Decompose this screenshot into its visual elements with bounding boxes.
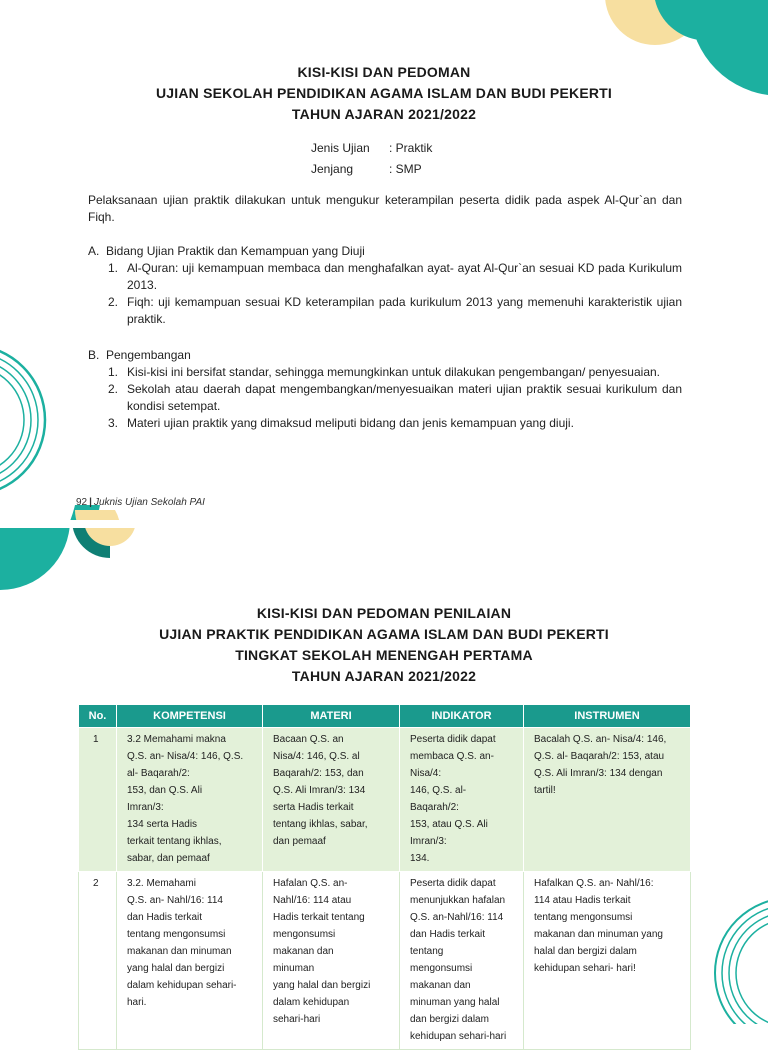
list-item	[88, 364, 682, 381]
cell-line: Q.S. al- Baqarah/2: 153, atau	[534, 751, 665, 762]
cell-line: Imran/3:	[410, 836, 447, 847]
cell-line: tentang mengonsumsi	[534, 912, 633, 923]
cell-line: minuman yang halal	[410, 997, 500, 1008]
cell-line: tartil!	[534, 785, 556, 796]
cell-instrumen	[524, 728, 691, 872]
section-heading	[88, 243, 682, 260]
cell-line: dan bergizi dalam	[410, 1014, 489, 1025]
cell-line: 3.2 Memahami makna	[127, 734, 226, 745]
cell-line: mengonsumsi	[410, 963, 473, 974]
item-text: Kisi-kisi ini bersifat standar, sehingga memungkinkan untuk dilakukan pengembangan/ penyesuaian.	[127, 365, 660, 379]
table-row	[79, 872, 691, 1050]
cell-line: mengonsumsi	[273, 929, 336, 940]
title-line: UJIAN SEKOLAH PENDIDIKAN AGAMA ISLAM DAN BUDI PEKERTI	[155, 85, 613, 101]
cell-line: Nisa/4:	[410, 768, 442, 779]
item-text: Materi ujian praktik yang dimaksud meliputi bidang dan jenis kemampuan yang diuji.	[127, 416, 574, 430]
cell-line: 134.	[410, 853, 430, 864]
meta-row	[311, 138, 432, 159]
title-line: KISI-KISI DAN PEDOMAN PENILAIAN	[256, 605, 512, 621]
cell-line: Q.S. an- Nisa/4: 146, Q.S.	[127, 751, 244, 762]
item-number: 2.	[108, 382, 119, 396]
cell-indikator	[400, 728, 524, 872]
cell-kompetensi	[117, 728, 263, 872]
cell-line: menunjukkan hafalan	[410, 895, 506, 906]
cell-line: tentang	[410, 946, 444, 957]
cell-materi	[263, 728, 400, 872]
cell-kompetensi	[117, 872, 263, 1050]
cell-line: terkait tentang ikhlas,	[127, 836, 222, 847]
cell-line: makanan dan	[410, 980, 471, 991]
cell-line: dan Hadis terkait	[410, 929, 486, 940]
cell-line: Peserta didik dapat	[410, 734, 496, 745]
meta-key: Jenis Ujian	[311, 141, 370, 155]
cell-line: membaca Q.S. an-	[410, 751, 494, 762]
cell-line: dan Hadis terkait	[127, 912, 203, 923]
cell-line: 153, atau Q.S. Ali	[410, 819, 488, 830]
title-line: TAHUN AJARAN 2021/2022	[291, 106, 477, 122]
column-header: MATERI	[263, 705, 400, 728]
cell-line: Baqarah/2: 153, dan	[273, 768, 364, 779]
cell-line: 153, dan Q.S. Ali	[127, 785, 203, 796]
cell-line: Hadis terkait tentang	[273, 912, 365, 923]
table-row	[79, 728, 691, 872]
column-header: INSTRUMEN	[524, 705, 691, 728]
title-line: KISI-KISI DAN PEDOMAN	[297, 64, 471, 80]
cell-line: dalam kehidupan	[273, 997, 350, 1008]
cell-line: yang halal dan bergizi	[273, 980, 371, 991]
section-heading	[88, 347, 682, 364]
meta-row	[311, 159, 432, 180]
cell-line: makanan dan minuman	[127, 946, 232, 957]
cell-line: sabar, dan pemaaf	[127, 853, 210, 864]
document-title	[0, 62, 768, 125]
cell-line: Q.S. an-Nahl/16: 114	[410, 912, 504, 923]
cell-no: 1	[79, 728, 117, 872]
footer-text: Juknis Ujian Sekolah PAI	[93, 497, 205, 508]
cell-line: Nahl/16: 114 atau	[273, 895, 352, 906]
cell-materi	[263, 872, 400, 1050]
cell-line: Hafalkan Q.S. an- Nahl/16:	[534, 878, 654, 889]
cell-line: Q.S. Ali Imran/3: 134	[273, 785, 366, 796]
list-item	[88, 260, 682, 294]
cell-line: Q.S. Ali Imran/3: 134 dengan	[534, 768, 663, 779]
cell-line: Bacalah Q.S. an- Nisa/4: 146,	[534, 734, 667, 745]
cell-line: al- Baqarah/2:	[127, 768, 190, 779]
cell-line: Bacaan Q.S. an	[273, 734, 344, 745]
cell-line: makanan dan	[273, 946, 334, 957]
section-letter: B.	[88, 348, 100, 362]
cell-line: tentang mengonsumsi	[127, 929, 226, 940]
list-item	[88, 415, 682, 432]
section-title: Bidang Ujian Praktik dan Kemampuan yang Diuji	[106, 244, 365, 258]
intro-paragraph: Pelaksanaan ujian praktik dilakukan untuk mengukur keterampilan peserta didik pada aspek Al-Qur`an dan Fiqh.	[88, 193, 682, 224]
cell-no: 2	[79, 872, 117, 1050]
list-item	[88, 381, 682, 415]
cell-line: sehari-hari	[273, 1014, 321, 1025]
cell-line: Imran/3:	[127, 802, 164, 813]
section-title: Pengembangan	[106, 348, 191, 362]
meta-value: : Praktik	[389, 141, 433, 155]
section-a	[88, 243, 682, 328]
item-text: Fiqh: uji kemampuan sesuai KD keterampilan pada kurikulum 2013 yang memenuhi karakteristik ujian praktik.	[127, 295, 682, 326]
item-number: 2.	[108, 295, 119, 309]
cell-line: dalam kehidupan sehari-	[127, 980, 237, 991]
cell-line: 114 atau Hadis terkait	[534, 895, 631, 906]
meta-value: : SMP	[389, 162, 422, 176]
cell-line: Baqarah/2:	[410, 802, 459, 813]
cell-line: Hafalan Q.S. an-	[273, 878, 348, 889]
cell-indikator	[400, 872, 524, 1050]
title-line: TINGKAT SEKOLAH MENENGAH PERTAMA	[235, 647, 533, 663]
cell-line: tentang ikhlas, sabar,	[273, 819, 368, 830]
item-text: Al-Quran: uji kemampuan membaca dan menghafalkan ayat- ayat Al-Qur`an sesuai KD pada Kurikulum 2013.	[127, 261, 682, 292]
title-line: TAHUN AJARAN 2021/2022	[291, 668, 477, 684]
item-number: 3.	[108, 416, 119, 430]
document-page-1	[0, 0, 768, 520]
item-number: 1.	[108, 365, 119, 379]
cell-line: kehidupan sehari- hari!	[534, 963, 636, 974]
cell-line: kehidupan sehari-hari	[410, 1031, 507, 1042]
cell-line: halal dan bergizi dalam	[534, 946, 637, 957]
page-gap	[0, 520, 768, 528]
cell-line: 3.2. Memahami	[127, 878, 196, 889]
column-header: KOMPETENSI	[117, 705, 263, 728]
cell-line: dan pemaaf	[273, 836, 326, 847]
page-number: 92	[76, 497, 88, 508]
cell-line: serta Hadis terkait	[273, 802, 354, 813]
cell-line: Nisa/4: 146, Q.S. al	[273, 751, 360, 762]
page-footer	[76, 497, 205, 508]
table-header-row	[79, 705, 691, 728]
exam-meta	[311, 138, 432, 180]
item-text: Sekolah atau daerah dapat mengembangkan/menyesuaikan materi ujian praktik sesuai kurikulum dan kondisi setempat.	[127, 382, 682, 413]
cell-line: hari.	[127, 997, 147, 1008]
document-title	[0, 603, 768, 687]
cell-line: makanan dan minuman yang	[534, 929, 663, 940]
column-header: No.	[79, 705, 117, 728]
column-header: INDIKATOR	[400, 705, 524, 728]
cell-instrumen	[524, 872, 691, 1050]
title-line: UJIAN PRAKTIK PENDIDIKAN AGAMA ISLAM DAN BUDI PEKERTI	[159, 626, 609, 642]
cell-line: 134 serta Hadis	[127, 819, 198, 830]
cell-line: Peserta didik dapat	[410, 878, 496, 889]
footer-separator: |	[89, 497, 92, 508]
list-item	[88, 294, 682, 328]
cell-line: 146, Q.S. al-	[410, 785, 467, 796]
cell-line: Q.S. an- Nahl/16: 114	[127, 895, 223, 906]
section-letter: A.	[88, 244, 100, 258]
cell-line: yang halal dan bergizi	[127, 963, 225, 974]
assessment-table	[78, 704, 691, 1050]
cell-line: minuman	[273, 963, 315, 974]
meta-key: Jenjang	[311, 162, 354, 176]
section-b	[88, 347, 682, 432]
item-number: 1.	[108, 261, 119, 275]
